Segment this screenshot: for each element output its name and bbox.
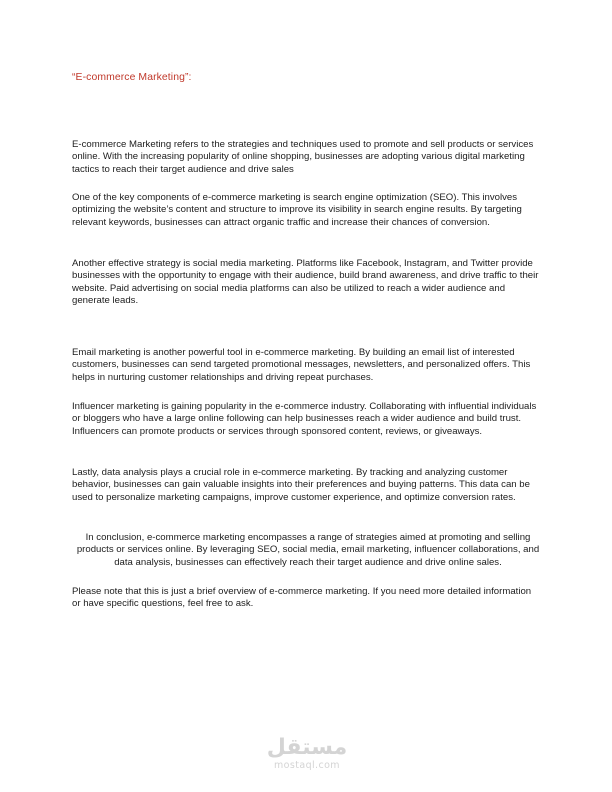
document-title: “E-commerce Marketing”: — [72, 72, 192, 83]
paragraph-seo: One of the key components of e-commerce marketing is search engine optimization (SEO). This involves optimizing the website’s content and structure to improve its visibility in search engine results. By targeting relevant keywords, businesses can attract organic traffic and increase their chances of conversion. — [72, 192, 522, 228]
watermark-logo: مستقل — [266, 735, 348, 760]
paragraph-email-marketing: Email marketing is another powerful tool in e-commerce marketing. By building an email list of interested customers, businesses can send targeted promotional messages, newsletters, and personalized offers. This helps in nurturing customer relationships and driving repeat purchases. — [72, 347, 531, 383]
paragraph-social-media: Another effective strategy is social media marketing. Platforms like Facebook, Instagram, and Twitter provide businesses with the opportunity to engage with their audience, build brand awareness, and drive traffic to their website. Paid advertising on social media platforms can also be utilized to reach a wider audience and generate leads. — [72, 258, 539, 307]
watermark — [262, 736, 352, 771]
paragraph-intro: E-commerce Marketing refers to the strategies and techniques used to promote and sell products or services online. With the increasing popularity of online shopping, businesses are adopting various digital marketing tactics to reach their target audience and drive sales — [72, 139, 534, 175]
watermark-url: mostaql.com — [274, 760, 340, 771]
paragraph-note: Please note that this is just a brief overview of e-commerce marketing. If you need more detailed information or have specific questions, feel free to ask. — [72, 586, 532, 610]
paragraph-conclusion: In conclusion, e-commerce marketing encompasses a range of strategies aimed at promoting and selling products or services online. By leveraging SEO, social media, email marketing, influencer collaborations, and data analysis, businesses can effectively reach their target audience and drive online sales. — [76, 532, 540, 568]
paragraph-influencer-marketing: Influencer marketing is gaining popularity in the e-commerce industry. Collaborating with influential individuals or bloggers who have a large online following can help businesses reach a wider audience and build trust. Influencers can promote products or services through sponsored content, reviews, or giveaways. — [72, 401, 537, 437]
paragraph-data-analysis: Lastly, data analysis plays a crucial role in e-commerce marketing. By tracking and analyzing customer behavior, businesses can gain valuable insights into their preferences and buying patterns. This data can be used to personalize marketing campaigns, improve customer experience, and optimize conversion rates. — [72, 467, 530, 503]
